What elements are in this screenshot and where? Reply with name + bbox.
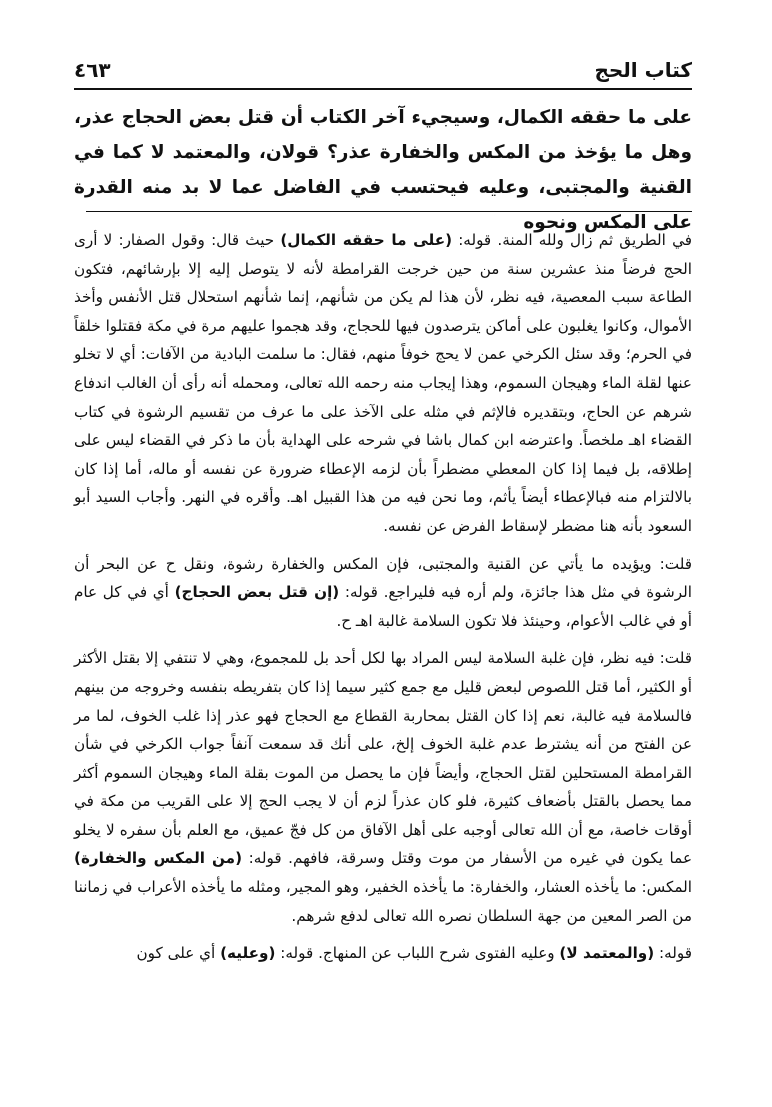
commentary-text: قلت: فيه نظر، فإن غلبة السلامة ليس المراد بها لكل أحد بل للمجموع، وهي لا تنتفي إلا بقتل الأكثر أو الكثير، أما قتل اللصوص لبعض قليل مع جمع كثير سيما إذا كان بتفريطه بنفسه وخروجه من بينهم فالسلامة فيه غالبة، نعم إذا كان القتل بمحاربة القطاع مع الحجاج فهو عذر إذا غلب الخوف، لما مر عن الفتح من أنه يشترط عدم غلبة الخوف إلخ، على أنك قد سمعت آنفاً جواب الكرخي في شأن القرامطة المستحلين لقتل الحجاج، وأيضاً فإن ما يحصل من الموت بقلة الماء وهيجان السموم أكثر مما يحصل بالقتل بأضعاف كثيرة، فلو كان عذراً لزم أن لا يجب الحج إلا على القريب من مكة في أوقات خاصة، مع أن الله تعالى أوجبه على أهل الآفاق من كل فجّ عميق، مع العلم بأن سفره لا يخلو عما يكون في غيره من الأسفار من موت وقتل وسرقة، فافهم. قوله:	[74, 649, 693, 868]
commentary-text: أي على كون	[136, 944, 221, 963]
commentary	[74, 226, 692, 1093]
running-title: كتاب الحج	[594, 58, 692, 82]
commentary-text: قوله:	[654, 944, 692, 963]
main-text	[74, 100, 692, 240]
commentary-paragraph-1	[74, 226, 692, 541]
commentary-text: قلت: ويؤيده ما يأتي عن القنية والمجتبى، فإن المكس والخفارة رشوة، ونقل ح عن البحر أن الرشوة في مثل هذا جائزة، ولم أره فيه فليراجع. قوله:	[74, 554, 692, 602]
quoted-lemma: (من المكس والخفارة)	[74, 849, 243, 868]
quoted-lemma: (وعليه)	[220, 944, 276, 963]
text-separator-line	[86, 211, 692, 212]
commentary-text: وعليه الفتوى شرح اللباب عن المنهاج. قوله:	[275, 944, 560, 963]
quoted-lemma: (والمعتمد لا)	[559, 944, 655, 963]
commentary-text: حيث قال: وقول الصفار: لا أرى الحج فرضاً منذ عشرين سنة من حين خرجت القرامطة لأنه لا يتوصل إليه إلا بإرشائهم، فتكون الطاعة سبب المعصية، فيه نظر، لأن هذا لم يكن من شأنهم، إنما شأنهم استحلال قتل الأنفس وأخذ الأموال، وكانوا يغلبون على أماكن يترصدون فيها للحجاج، وقد هجموا عليهم مرة في مكة فقتلوا خلقاً في الحرم؛ وقد سئل الكرخي عمن لا يحج خوفاً منهم، فقال: ما سلمت البادية من الآفات: أي لا تخلو عنها لقلة الماء وهيجان السموم، وهذا إيجاب منه رحمه الله تعالى، ومحمله أنه رأى أن الغالب اندفاع شرهم عن الحاج، وبتقديره فالإثم في مثله على الآخذ على ما عرف من تقسيم الرشوة في كتاب القضاء اهـ ملخصاً. واعترضه ابن كمال باشا في شرحه على الهداية بأن ما ذكر في القضاء ليس على إطلاقه، بل فيما إذا كان المعطي مضطراً بأن لزمه الإعطاء ضرورة عن نفسه أو ماله، أما إذا كان بالالتزام منه فبالإعطاء أيضاً يأثم، وما نحن فيه من هذا القبيل اهـ. وأقره في النهر. وأجاب السيد أبو السعود بأنه هنا مضطر لإسقاط الفرض عن نفسه.	[74, 231, 692, 535]
quoted-lemma: (إن قتل بعض الحجاج)	[174, 583, 340, 602]
commentary-paragraph-4	[74, 939, 692, 968]
commentary-text: في الطريق ثم زال ولله المنة. قوله:	[452, 231, 692, 249]
quoted-lemma: (على ما حققه الكمال)	[280, 231, 453, 249]
commentary-paragraph-3	[74, 644, 692, 930]
page-header	[74, 58, 692, 90]
commentary-paragraph-2	[74, 550, 692, 636]
page-number: ٤٦٣	[74, 58, 111, 82]
main-text-paragraph: على ما حققه الكمال، وسيجيء آخر الكتاب أن قتل بعض الحجاج عذر، وهل ما يؤخذ من المكس والخفارة عذر؟ قولان، والمعتمد لا كما في القنية والمجتبى، وعليه فيحتسب في الفاضل عما لا بد منه القدرة على المكس ونحوه	[74, 107, 692, 233]
commentary-text: أي في كل عام أو في غالب الأعوام، وحينئذ فلا تكون السلامة غالبة اهـ ح.	[74, 583, 692, 630]
commentary-text: المكس: ما يأخذه العشار، والخفارة: ما يأخذه الخفير، وهو المجير، ومثله ما يأخذه الأعراب في زماننا من الصر المعين من جهة السلطان نصره الله تعالى لدفع شرهم.	[74, 878, 692, 925]
